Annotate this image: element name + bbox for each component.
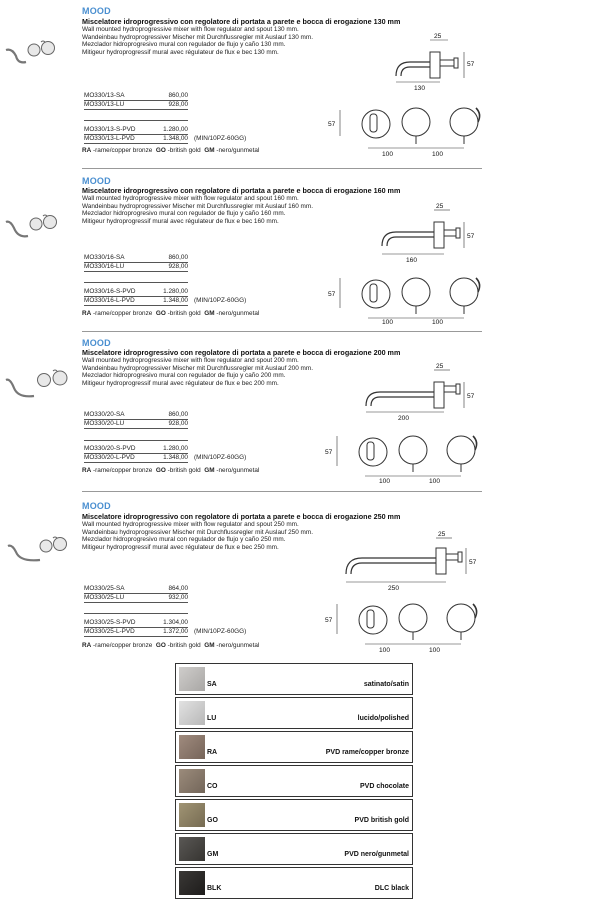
- color-swatch: [179, 735, 205, 759]
- section-divider: [82, 168, 482, 169]
- dim-label: 25: [434, 33, 442, 40]
- order-note: (MIN/10PZ-60GG): [194, 297, 247, 304]
- side-view-drawing: [374, 202, 479, 264]
- product-block: MOOD Miscelatore idroprogressivo con regolatore di portata a parete e bocca di erogazione 130 mm Wall mounted hydroprogressive mixer with flow regulator and spout 130 mm. Wandeinbau hydroprogressiver Mischer mit Durchflussregler mit Auslauf 130 mm. Mezclador hidroprogresivo mural con regulador de flujo y caño 130 mm. Mitigeur hydroprogressif mural avec régulateur de flux e bec 130 mm. MO330/13-SA 860,00 MO330/13-LU 928,00 MO330/13-S-PVD 1.280,00 MO330/13-L-PVD 1.348,00 (MIN/10PZ-60GG) RA -rame/copper bronze GO -british gold GM -nero/gunmetal 25 57 130 57 100 100: [0, 0, 600, 170]
- dim-label: 100: [382, 151, 394, 158]
- dim-label: 57: [469, 559, 477, 566]
- finish-swatch-go: [175, 799, 413, 831]
- finish-code: LU: [207, 715, 217, 722]
- product-block: MOOD Miscelatore idroprogressivo con regolatore di portata a parete e bocca di erogazione 200 mm Wall mounted hydroprogressive mixer with flow regulator and spout 200 mm. Wandeinbau hydroprogressiver Mischer mit Durchflussregler mit Auslauf 200 mm. Mezclador hidroprogresivo mural con regulador de flujo y caño 200 mm. Mitigeur hydroprogressif mural avec régulateur de flux e bec 200 mm. MO330/20-SA 860,00 MO330/20-LU 928,00 MO330/20-S-PVD 1.280,00 MO330/20-L-PVD 1.348,00 (MIN/10PZ-60GG) RA -rame/copper bronze GO -british gold GM -nero/gunmetal 25 57 200 57 100 100: [0, 332, 600, 492]
- dim-label: 100: [382, 319, 394, 326]
- finish-legend: RA -rame/copper bronze GO -british gold GM -nero/gunmetal: [82, 310, 260, 317]
- finish-swatch-gm: [175, 833, 413, 865]
- finish-name: PVD british gold: [354, 817, 409, 824]
- dim-label: 57: [467, 233, 475, 240]
- brand-label: MOOD: [82, 176, 111, 186]
- product-description: Wall mounted hydroprogressive mixer with flow regulator and spout 160 mm. Wandeinbau hydroprogressiver Mischer mit Durchflussregler mit Auslauf 160 mm. Mezclador hidroprogresivo mural con regulador de flujo y caño 160 mm. Mitigeur hydroprogressif mural avec régulateur de flux e bec 160 mm.: [82, 195, 313, 225]
- dim-label: 160: [406, 257, 418, 264]
- dim-label: 57: [325, 449, 333, 456]
- dim-label: 57: [328, 121, 336, 128]
- dim-label: 57: [467, 393, 475, 400]
- dim-label: 100: [379, 647, 391, 654]
- product-title: Miscelatore idroprogressivo con regolatore di portata a parete e bocca di erogazione 250 mm: [82, 512, 401, 521]
- brand-label: MOOD: [82, 338, 111, 348]
- mixer-thumbnail: [4, 38, 60, 74]
- divider: [84, 109, 188, 110]
- dim-label: 57: [325, 617, 333, 624]
- finish-name: lucido/polished: [357, 715, 409, 722]
- product-title: Miscelatore idroprogressivo con regolatore di portata a parete e bocca di erogazione 200 mm: [82, 348, 401, 357]
- dim-label: 57: [328, 291, 336, 298]
- finish-code: BLK: [207, 885, 222, 892]
- finish-swatch-sa: [175, 663, 413, 695]
- finish-code: GO: [207, 817, 218, 824]
- finish-code: SA: [207, 681, 217, 688]
- side-view-drawing: [358, 364, 483, 420]
- finish-code: RA: [207, 749, 218, 756]
- product-title: Miscelatore idroprogressivo con regolatore di portata a parete e bocca di erogazione 160 mm: [82, 186, 401, 195]
- color-swatch: [179, 667, 205, 691]
- dim-label: 250: [388, 585, 400, 592]
- divider: [84, 636, 188, 637]
- divider: [84, 143, 188, 144]
- product-block: MOOD Miscelatore idroprogressivo con regolatore di portata a parete e bocca di erogazione 250 mm Wall mounted hydroprogressive mixer with flow regulator and spout 250 mm. Wandeinbau hydroprogressiver Mischer mit Durchflussregler mit Auslauf 250 mm. Mezclador hidroprogresivo mural con regulador de flujo y caño 250 mm. Mitigeur hydroprogressif mural avec régulateur de flux e bec 250 mm. MO330/25-SA 864,00 MO330/25-LU 932,00 MO330/25-S-PVD 1.304,00 MO330/25-L-PVD 1.372,00 (MIN/10PZ-60GG) RA -rame/copper bronze GO -british gold GM -nero/gunmetal 25 57 250 57 100 100: [0, 496, 600, 656]
- finish-name: DLC black: [374, 885, 409, 892]
- order-note: (MIN/10PZ-60GG): [194, 135, 247, 142]
- dim-label: 130: [414, 85, 426, 92]
- finish-name: PVD chocolate: [359, 783, 409, 790]
- divider: [84, 120, 188, 121]
- product-title: Miscelatore idroprogressivo con regolatore di portata a parete e bocca di erogazione 130 mm: [82, 17, 401, 26]
- dim-label: 100: [429, 647, 441, 654]
- divider: [84, 613, 188, 614]
- finish-name: PVD rame/copper bronze: [325, 749, 409, 756]
- mixer-thumbnail: [4, 212, 60, 248]
- section-divider: [82, 491, 482, 492]
- dim-label: 100: [379, 478, 391, 485]
- product-description: Wall mounted hydroprogressive mixer with flow regulator and spout 130 mm. Wandeinbau hydroprogressiver Mischer mit Durchflussregler mit Auslauf 130 mm. Mezclador hidroprogresivo mural con regulador de flujo y caño 130 mm. Mitigeur hydroprogressif mural avec régulateur de flux e bec 130 mm.: [82, 26, 313, 56]
- front-view-drawing: [328, 100, 488, 160]
- color-swatch: [179, 871, 205, 895]
- finish-name: satinato/satin: [363, 681, 409, 688]
- front-view-drawing: [325, 428, 485, 484]
- finish-legend: RA -rame/copper bronze GO -british gold GM -nero/gunmetal: [82, 467, 260, 474]
- divider: [84, 282, 188, 283]
- front-view-drawing: [328, 270, 488, 324]
- finish-swatch-co: [175, 765, 413, 797]
- dim-label: 25: [438, 531, 446, 538]
- front-view-drawing: [325, 596, 485, 654]
- divider: [84, 602, 188, 603]
- color-swatch: [179, 701, 205, 725]
- finish-legend: RA -rame/copper bronze GO -british gold GM -nero/gunmetal: [82, 147, 260, 154]
- mixer-thumbnail: [6, 536, 76, 570]
- product-block: MOOD Miscelatore idroprogressivo con regolatore di portata a parete e bocca di erogazione 160 mm Wall mounted hydroprogressive mixer with flow regulator and spout 160 mm. Wandeinbau hydroprogressiver Mischer mit Durchflussregler mit Auslauf 160 mm. Mezclador hidroprogresivo mural con regulador de flujo y caño 160 mm. Mitigeur hydroprogressif mural avec régulateur de flux e bec 160 mm. MO330/16-SA 860,00 MO330/16-LU 928,00 MO330/16-S-PVD 1.280,00 MO330/16-L-PVD 1.348,00 (MIN/10PZ-60GG) RA -rame/copper bronze GO -british gold GM -nero/gunmetal 25 57 160 57 100 100: [0, 170, 600, 335]
- dim-label: 25: [436, 363, 444, 370]
- order-note: (MIN/10PZ-60GG): [194, 628, 247, 635]
- brand-label: MOOD: [82, 501, 111, 511]
- dim-label: 100: [432, 151, 444, 158]
- finish-swatch-ra: [175, 731, 413, 763]
- finish-legend: RA -rame/copper bronze GO -british gold GM -nero/gunmetal: [82, 642, 260, 649]
- product-description: Wall mounted hydroprogressive mixer with flow regulator and spout 250 mm. Wandeinbau hydroprogressiver Mischer mit Durchflussregler mit Auslauf 250 mm. Mezclador hidroprogresivo mural con regulador de flujo y caño 250 mm. Mitigeur hydroprogressif mural avec régulateur de flux e bec 250 mm.: [82, 521, 313, 551]
- divider: [84, 271, 188, 272]
- finish-name: PVD nero/gunmetal: [344, 851, 409, 858]
- divider: [84, 462, 188, 463]
- side-view-drawing: [388, 30, 478, 90]
- finish-code: CO: [207, 783, 218, 790]
- brand-label: MOOD: [82, 6, 111, 16]
- dim-label: 200: [398, 415, 410, 422]
- divider: [84, 428, 188, 429]
- side-view-drawing: [338, 528, 483, 590]
- mixer-thumbnail: [4, 368, 74, 408]
- finish-code: GM: [207, 851, 219, 858]
- divider: [84, 440, 188, 441]
- dim-label: 57: [467, 61, 475, 68]
- color-swatch: [179, 769, 205, 793]
- finish-swatch-lu: [175, 697, 413, 729]
- divider: [84, 305, 188, 306]
- dim-label: 25: [436, 203, 444, 210]
- order-note: (MIN/10PZ-60GG): [194, 454, 247, 461]
- product-description: Wall mounted hydroprogressive mixer with flow regulator and spout 200 mm. Wandeinbau hydroprogressiver Mischer mit Durchflussregler mit Auslauf 200 mm. Mezclador hidroprogresivo mural con regulador de flujo y caño 200 mm. Mitigeur hydroprogressif mural avec régulateur de flux e bec 200 mm.: [82, 357, 313, 387]
- finish-swatch-blk: [175, 867, 413, 899]
- color-swatch: [179, 803, 205, 827]
- dim-label: 100: [429, 478, 441, 485]
- dim-label: 100: [432, 319, 444, 326]
- color-swatch: [179, 837, 205, 861]
